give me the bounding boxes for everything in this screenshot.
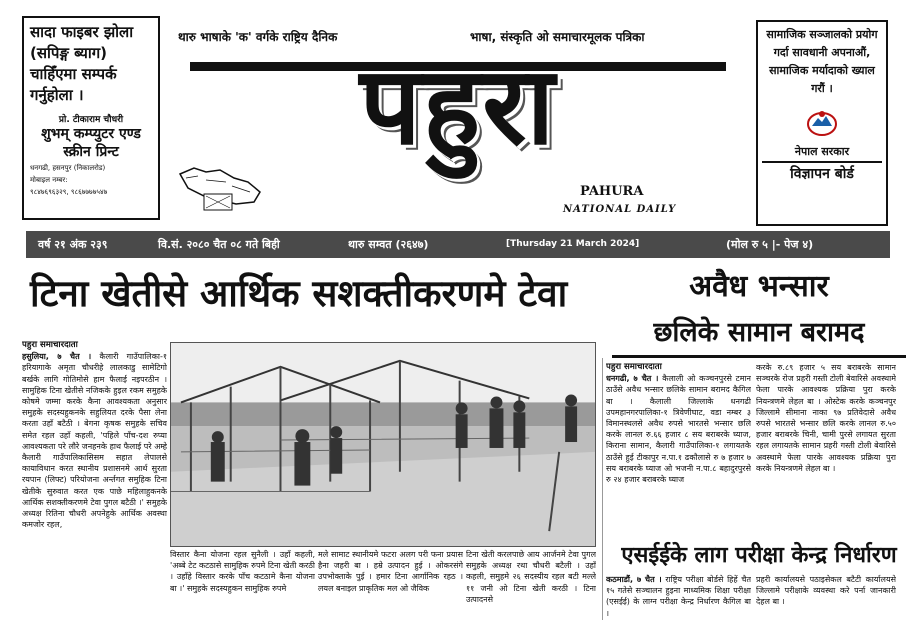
main-story-byline: पहुरा समाचारदाता bbox=[22, 340, 78, 350]
left-ad-phones: ९८४७६९६३२९, ९८६७७७७५४७ bbox=[30, 188, 108, 196]
exam-headline: एसईईके लाग परीक्षा केन्द्र निर्धारण bbox=[621, 543, 897, 568]
right-ad-board-label: विज्ञापन बोर्ड bbox=[762, 161, 882, 183]
headline-rule bbox=[612, 355, 906, 358]
left-ad-business-name: शुभम् कम्प्युटर एण्ड स्क्रीन प्रिन्ट bbox=[41, 126, 141, 160]
main-story-column-b: विस्तार कैना योजना रहल सुनैली । उहाँ कहली, 'अब्बे टेट कटठासे सामुहिक रुपमे टिना खेती करठी । उहाँहे विस्तार करके पाँच कटठामे कैना योजना बा ।' समुहके सदस्यहुकन सामुहिक रुपमे bbox=[170, 550, 315, 593]
nepal-emblem-icon bbox=[804, 108, 840, 138]
date-bar-volume: वर्ष २१ अंक २३९ bbox=[38, 238, 108, 251]
side-story-text-e: कैलाली ओ कञ्चनपुरसे टमान ठाउँसे अवैध भन्सार छलिके सामान बरामद कैगिल बा । कैलाली जिल्लाके धनगढी उपमहानगरपालिका-१ त्रिवेणीघाट, वडा नम्बर ३ विमानस्थलसे अवैध रुपसे भारतसे भन्सार छलि करके लानल रु.६६ हजार ८ सय बराबरके घ्याज, किराना सामान, कैलारी गाउँपालिका-१ लगायतके ठाउँसे हुई टीकापुर न.पा.१ ढकौलासे रु ७ हजार ७ सय बराबरके घ्याज ओ भजनी न.पा.८ बहादुरपुरसे रु २४ हजार बराबरके घ्याज bbox=[606, 374, 751, 485]
date-bar-tharu-year: थारु सम्वत (२६४७) bbox=[348, 238, 429, 251]
exam-story-text-g: राष्ट्रिय परीक्षा बोर्डसे हिहें चैत १५ गतेसे सञ्चालन हुइना माध्यमिक शिक्षा परीक्षा (एसईई) के लाग्न परीक्षा केन्द्र निर्धारण कैगिल बा । bbox=[606, 575, 751, 618]
column-divider bbox=[602, 358, 603, 620]
exam-story-column-g bbox=[606, 574, 751, 620]
masthead-latin-name: PAHURA bbox=[580, 184, 644, 199]
main-story-column-d: टिना खेती करलपाछे आय आर्जनमे टेवा पुगल समुहके अध्यक्ष रथा चौधरी बटैली । उहाँ कहली, समुहमे २६ सदस्यीय रहल बटी मल्ले ११ जनी ओ टिना खेती करठी । टिना उत्पादनसे bbox=[466, 550, 596, 604]
farm-photo bbox=[170, 342, 596, 547]
nepal-map-logo-icon bbox=[176, 160, 262, 218]
main-story-column-c: मले सामाट स्थानीयमे फटरा अलग परी फना प्रयास हैना जहरी बा । हम्रे उत्पादन हुई । ओकरसंगे उपभोक्ताके पुई । हमार टिना आर्गानिक रहठ । लयल बनाइल प्राकृतिक मल ओ जैविक bbox=[318, 550, 463, 593]
main-headline: टिना खेतीसे आर्थिक सशक्तीकरणमे टेवा bbox=[30, 272, 568, 315]
right-ad-message: सामाजिक सञ्जालको प्रयोग गर्दा सावधानी अपनाऔं, सामाजिक मर्यादाको ख्याल गरौं । bbox=[766, 28, 878, 95]
date-bar-vs-date: वि.सं. २०८० चैत ०८ गते बिही bbox=[158, 238, 280, 251]
side-story-dateline: धनगढी, ७ चैत । bbox=[606, 374, 659, 384]
side-headline-line-2: छलिके सामान बरामद bbox=[653, 317, 865, 348]
left-ad-contact-name: प्रो. टीकाराम चौधरी bbox=[58, 115, 124, 125]
main-story-text-a: कैलारी गाउँपालिका-१ हरियागाके अमृता चौधरीहे लालकाडु सामेटिगो बर्खके लागि गोतिमोसे हाम फैलाई नइपरठीन । सामुहिक टिना खेतीसे नजिकके हुइल रकम समुहके कोषमे जम्मा करके कैना आवश्यकता अनुसार समुहके सदस्यहुकनके सहुलियत दरके पैसा लेना करता उहाँ बटैठी । बेगना कृषक समुहके सचिव समेत रहल उहाँ कहली, 'पहिले पाँच-दश रुप्या आवश्यकता परे लौरे जनहनके हाथ फैलाई परे अम्हे कैलारी गाउँपालिकासिसम सहात लेपालसे कायाविधान करत स्थानीय प्रशासनमे आर्थ सुरता रयपान (लिफ्ट) परियोजना अर्न्तगत समुहिक टिना खेतीके सुरुवात करत एक पाछे महिलाहुकनके आर्थिक सशक्तीकरणमे टेवा पुगल बटैठी ।' समुहके अध्यक्ष रितिना चौधरी अपनेहुके आर्थिक अवस्था कमजोर रहल, bbox=[22, 352, 167, 530]
masthead-tagline-right: भाषा, संस्कृति ओ समाचारमूलक पत्रिका bbox=[470, 30, 645, 44]
main-story-dateline: हसुलिया, ७ चैत । bbox=[22, 352, 92, 362]
main-story-column-a bbox=[22, 340, 167, 620]
masthead-latin-subtitle: NATIONAL DAILY bbox=[563, 204, 677, 215]
masthead-tagline-left: थारु भाषाके 'क' वर्गके राष्ट्रिय दैनिक bbox=[178, 30, 338, 44]
right-advertisement bbox=[756, 20, 888, 226]
date-bar bbox=[26, 231, 890, 258]
right-ad-gov-label: नेपाल सरकार bbox=[794, 145, 850, 158]
side-story-column-e bbox=[606, 362, 751, 538]
side-headline-line-1: अवैध भन्सार bbox=[689, 269, 829, 304]
left-ad-main-text: सादा फाइबर झोला (सपिङ्ग ब्याग) चाहिँएमा सम्पर्क गर्नुहोला । bbox=[30, 23, 134, 104]
left-ad-mobile-label: मोबाइल नम्बर: bbox=[30, 176, 68, 184]
left-ad-address: धनगढी, हसनपुर (निकालरोड) bbox=[30, 164, 106, 172]
date-bar-english-date: [Thursday 21 March 2024] bbox=[506, 239, 640, 249]
masthead-title: पहुरा bbox=[359, 43, 557, 169]
exam-story-column-h: प्रहरी कार्यालयसे पठाइसेकल बटैटी कार्यालयसे जिल्लामे परीक्षाके व्यवस्था करे पर्ना जानकारी देहल बा । bbox=[756, 575, 896, 607]
left-advertisement bbox=[22, 16, 160, 220]
side-story-byline: पहुरा समाचारदाता bbox=[606, 362, 662, 372]
date-bar-price-page: (मोल रु ५ |- पेज ४) bbox=[726, 238, 814, 251]
side-story-column-f: करके रु.८९ हजार ५ सय बराबरके सामान सञ्चरके रोज प्रहरी गस्ती टोली बेवारिसे अवस्थामे फेला पारके आवश्यक प्रक्रिया पुरा करके नियन्त्रणमे लेहल बा । ओस्टेक करके कञ्चनपुर जिल्लामे सीमाना नाका ९७ प्रतिवेदासे अवैध रुपसे भारतसे भन्सार छलि करके लानल रु.५० हजार बराबरके चिनी, चामी पुरसे लगायत सुरता रहल लगायतके सामान प्रहरी गस्ती टोली बेवारिसे अवस्थामे फेला पारके आवश्यक प्रक्रिया पुरा करके नियन्त्रणमे लेहल बा । bbox=[756, 363, 896, 473]
exam-story-dateline: कठमाडौं, ७ चैत । bbox=[606, 575, 662, 584]
